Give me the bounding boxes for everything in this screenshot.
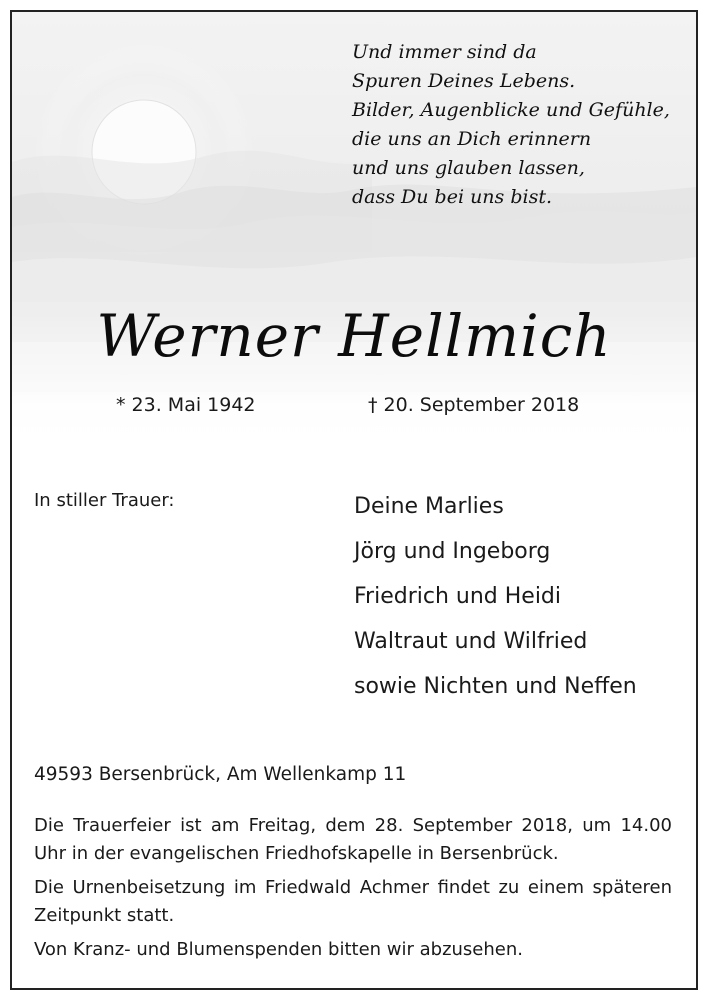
urn-burial-note: Die Urnenbeisetzung im Friedwald Achmer findet zu einem späteren Zeitpunkt statt. — [34, 877, 672, 926]
obituary-card — [10, 10, 698, 990]
poem-line: die uns an Dich erinnern — [352, 128, 592, 150]
mourning-label: In stiller Trauer: — [34, 490, 175, 511]
mourner-item: Deine Marlies — [354, 494, 504, 519]
poem-line: Bilder, Augenblicke und Gefühle, — [352, 99, 670, 121]
poem — [352, 38, 670, 212]
death-date: † 20. September 2018 — [368, 394, 580, 416]
mourner-item: Waltraut und Wilfried — [354, 629, 588, 654]
birth-date: * 23. Mai 1942 — [116, 394, 256, 416]
mourner-item: Jörg und Ingeborg — [354, 539, 551, 564]
poem-line: Und immer sind da — [352, 41, 537, 63]
deceased-name: Werner Hellmich — [96, 302, 612, 370]
flowers-note: Von Kranz- und Blumenspenden bitten wir abzusehen. — [34, 939, 523, 960]
poem-line: dass Du bei uns bist. — [352, 186, 552, 208]
poem-line: Spuren Deines Lebens. — [352, 70, 576, 92]
mourners-list — [354, 484, 637, 709]
mourner-item: Friedrich und Heidi — [354, 584, 562, 609]
family-address: 49593 Bersenbrück, Am Wellenkamp 11 — [34, 764, 407, 785]
mourner-item: sowie Nichten und Neffen — [354, 674, 637, 699]
funeral-service-note: Die Trauerfeier ist am Freitag, dem 28. September 2018, um 14.00 Uhr in der evangelischen Friedhofskapelle in Bersenbrück. — [34, 815, 672, 864]
poem-line: und uns glauben lassen, — [352, 157, 585, 179]
funeral-notes — [34, 812, 672, 970]
